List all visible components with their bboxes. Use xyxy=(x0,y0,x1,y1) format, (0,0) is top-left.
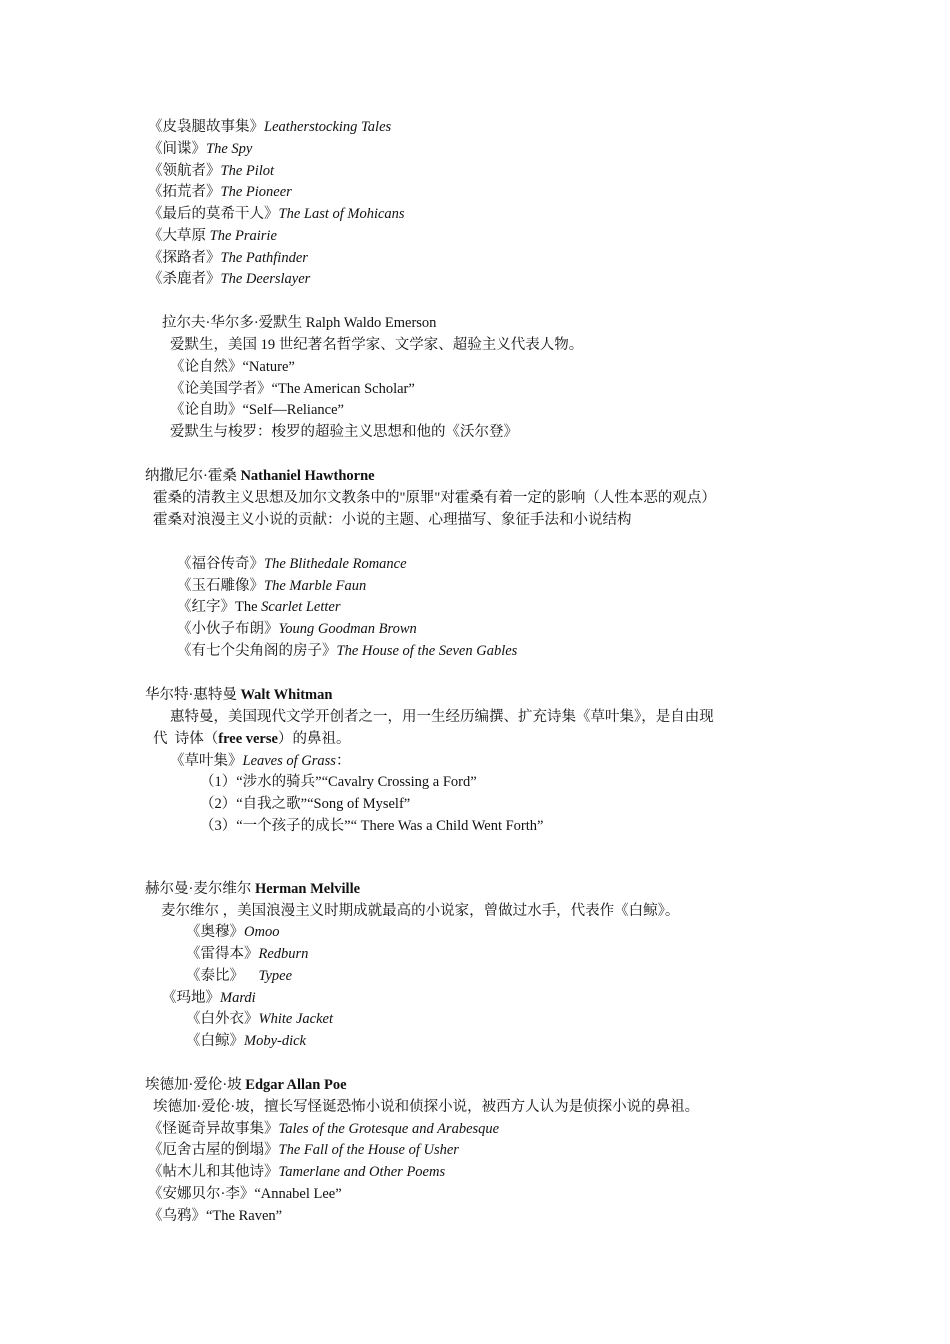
work-item: 《安娜贝尔·李》“Annabel Lee” xyxy=(148,1186,342,1202)
work-item: 《间谍》The Spy xyxy=(148,141,253,157)
work-item: 《小伙子布朗》Young Goodman Brown xyxy=(177,621,417,637)
work-item: 《论自助》“Self—Reliance” xyxy=(170,402,344,418)
work-item: 《怪诞奇异故事集》Tales of the Grotesque and Arabesque xyxy=(148,1121,500,1137)
poem-item: （1）“涉水的骑兵”“Cavalry Crossing a Ford” xyxy=(200,774,477,790)
author-intro: 霍桑的清教主义思想及加尔文教条中的"原罪"对霍桑有着一定的影响（人性本恶的观点） xyxy=(153,490,716,506)
work-item: 《红字》The Scarlet Letter xyxy=(177,599,341,615)
work-item: 《泰比》 Typee xyxy=(186,968,293,984)
work-item: 《白外衣》White Jacket xyxy=(186,1011,333,1027)
work-item: 《白鲸》Moby-dick xyxy=(186,1033,306,1049)
work-item: 《厄舍古屋的倒塌》The Fall of the House of Usher xyxy=(148,1142,459,1158)
work-item: 《有七个尖角阁的房子》The House of the Seven Gables xyxy=(177,643,518,659)
work-item: 《帖木儿和其他诗》Tamerlane and Other Poems xyxy=(148,1164,446,1180)
author-intro: 爱默生，美国 19 世纪著名哲学家、文学家、超验主义代表人物。 xyxy=(170,337,584,353)
work-item: 《论美国学者》“The American Scholar” xyxy=(170,381,415,397)
author-note: 爱默生与梭罗：梭罗的超验主义思想和他的《沃尔登》 xyxy=(170,424,518,440)
work-item: 《杀鹿者》The Deerslayer xyxy=(148,271,311,287)
work-item: 《皮袅腿故事集》Leatherstocking Tales xyxy=(148,119,392,135)
author-intro: 代 诗体（free verse）的鼻祖。 xyxy=(153,731,351,747)
author-intro: 麦尔维尔 ，美国浪漫主义时期成就最高的小说家，曾做过水手，代表作《白鲸》。 xyxy=(161,903,680,919)
author-intro: 霍桑对浪漫主义小说的贡献：小说的主题、心理描写、象征手法和小说结构 xyxy=(153,512,632,528)
work-item: 《玉石雕像》The Marble Faun xyxy=(177,578,367,594)
author-intro: 惠特曼，美国现代文学开创者之一，用一生经历编撰、扩充诗集《草叶集》，是自由现 xyxy=(170,709,714,725)
work-item: 《最后的莫希干人》The Last of Mohicans xyxy=(148,206,405,222)
work-item: 《拓荒者》The Pioneer xyxy=(148,184,292,200)
poem-item: （3）“一个孩子的成长”“ There Was a Child Went Forth” xyxy=(200,818,544,834)
work-item: 《乌鸦》“The Raven” xyxy=(148,1208,283,1224)
work-item: 《大草原 The Prairie xyxy=(148,228,277,244)
work-item: 《草叶集》Leaves of Grass： xyxy=(170,753,351,769)
author-intro: 埃德加·爱伦·坡，擅长写怪诞恐怖小说和侦探小说，被西方人认为是侦探小说的鼻祖。 xyxy=(153,1099,700,1115)
author-heading: 拉尔夫·华尔多·爱默生 Ralph Waldo Emerson xyxy=(162,315,437,331)
work-item: 《玛地》Mardi xyxy=(162,990,256,1006)
work-item: 《雷得本》Redburn xyxy=(186,946,309,962)
poem-item: （2）“自我之歌”“Song of Myself” xyxy=(200,796,411,812)
author-heading: 埃德加·爱伦·坡 Edgar Allan Poe xyxy=(145,1077,347,1093)
work-item: 《福谷传奇》The Blithedale Romance xyxy=(177,556,407,572)
author-heading: 纳撒尼尔·霍桑 Nathaniel Hawthorne xyxy=(145,468,375,484)
work-item: 《奥穆》Omoo xyxy=(186,924,280,940)
author-heading: 华尔特·惠特曼 Walt Whitman xyxy=(145,687,333,703)
author-heading: 赫尔曼·麦尔维尔 Herman Melville xyxy=(145,881,361,897)
work-item: 《探路者》The Pathfinder xyxy=(148,250,308,266)
work-item: 《论自然》“Nature” xyxy=(170,359,295,375)
work-item: 《领航者》The Pilot xyxy=(148,163,275,179)
